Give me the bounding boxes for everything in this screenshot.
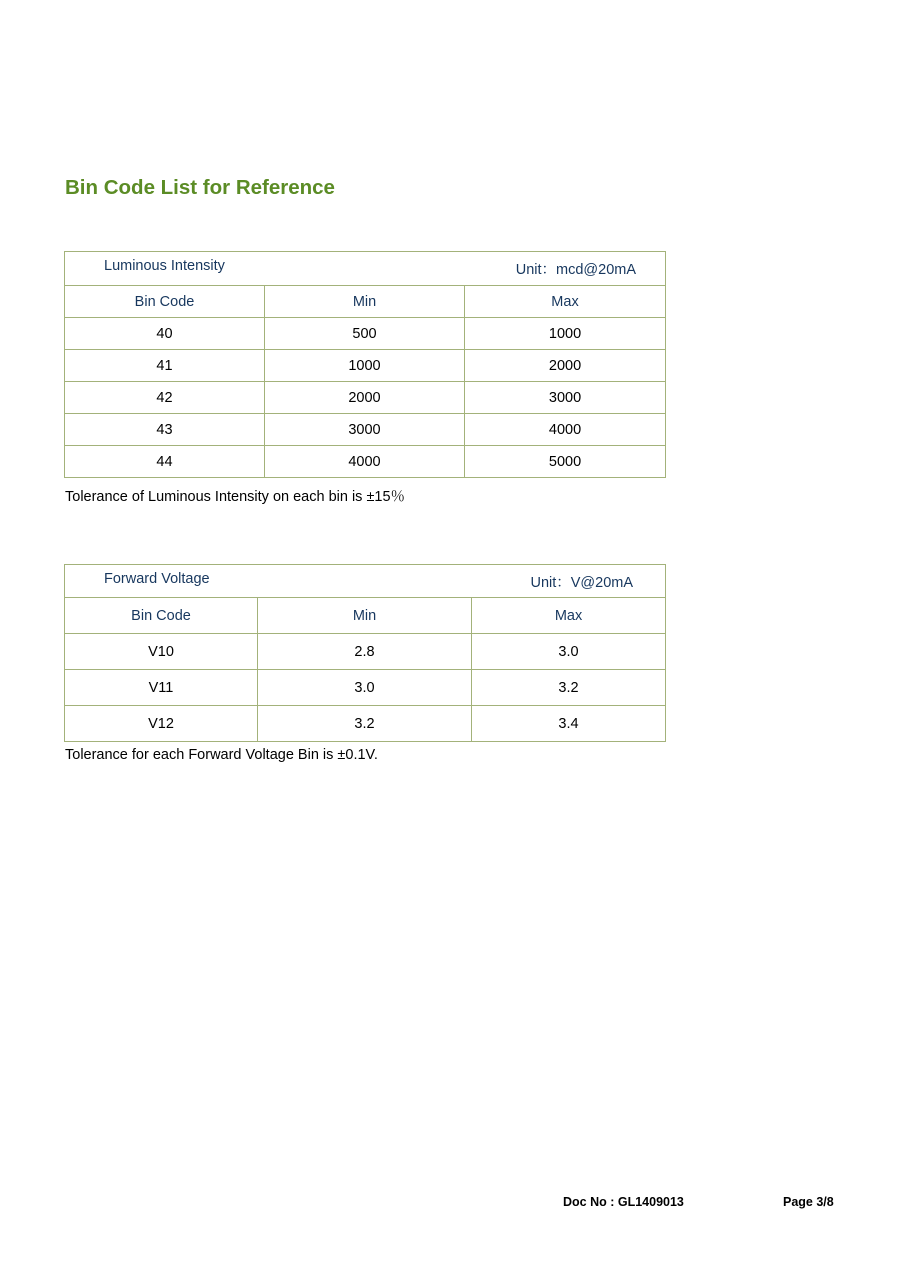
table-row	[65, 634, 666, 670]
table-row	[65, 414, 666, 446]
min-cell: 3.0	[258, 670, 472, 706]
bin-code-cell: 43	[65, 414, 265, 446]
max-cell: 3.0	[472, 634, 666, 670]
table-unit: Unit：mcd@20mA	[515, 262, 637, 278]
column-header: Min	[258, 598, 472, 634]
table-caption-cell	[65, 565, 666, 598]
min-cell: 500	[265, 318, 465, 350]
table-header-row	[65, 598, 666, 634]
column-header: Bin Code	[65, 598, 258, 634]
column-header: Bin Code	[65, 286, 265, 318]
table-caption: Forward Voltage	[104, 570, 210, 587]
page-title: Bin Code List for Reference	[65, 176, 335, 199]
column-header: Max	[465, 286, 666, 318]
forward-voltage-tolerance-note: Tolerance for each Forward Voltage Bin is ±0.1V.	[65, 747, 378, 763]
column-header: Min	[265, 286, 465, 318]
luminous-intensity-table	[64, 251, 666, 478]
bin-code-cell: 40	[65, 318, 265, 350]
max-cell: 3.4	[472, 706, 666, 742]
table-row	[65, 318, 666, 350]
max-cell: 4000	[465, 414, 666, 446]
table-row	[65, 382, 666, 414]
table-header-row	[65, 286, 666, 318]
luminous-tolerance-note: Tolerance of Luminous Intensity on each bin is ±15％	[65, 489, 406, 505]
column-header: Max	[472, 598, 666, 634]
table-caption: Luminous Intensity	[104, 258, 225, 274]
table-caption-row	[65, 565, 666, 598]
table-row	[65, 446, 666, 478]
bin-code-cell: 41	[65, 350, 265, 382]
min-cell: 1000	[265, 350, 465, 382]
document-number: Doc No : GL1409013	[563, 1195, 684, 1209]
bin-code-cell: V12	[65, 706, 258, 742]
table-caption-row	[65, 252, 666, 286]
table-unit: Unit：V@20mA	[530, 574, 634, 591]
table-row	[65, 350, 666, 382]
max-cell: 3.2	[472, 670, 666, 706]
forward-voltage-table	[64, 564, 666, 742]
table-caption-cell	[65, 252, 666, 286]
min-cell: 2.8	[258, 634, 472, 670]
table-row	[65, 706, 666, 742]
max-cell: 2000	[465, 350, 666, 382]
min-cell: 3000	[265, 414, 465, 446]
min-cell: 2000	[265, 382, 465, 414]
max-cell: 5000	[465, 446, 666, 478]
bin-code-cell: V11	[65, 670, 258, 706]
table-row	[65, 670, 666, 706]
bin-code-cell: 44	[65, 446, 265, 478]
max-cell: 3000	[465, 382, 666, 414]
min-cell: 4000	[265, 446, 465, 478]
bin-code-cell: 42	[65, 382, 265, 414]
max-cell: 1000	[465, 318, 666, 350]
min-cell: 3.2	[258, 706, 472, 742]
bin-code-cell: V10	[65, 634, 258, 670]
page-number: Page 3/8	[783, 1195, 834, 1209]
